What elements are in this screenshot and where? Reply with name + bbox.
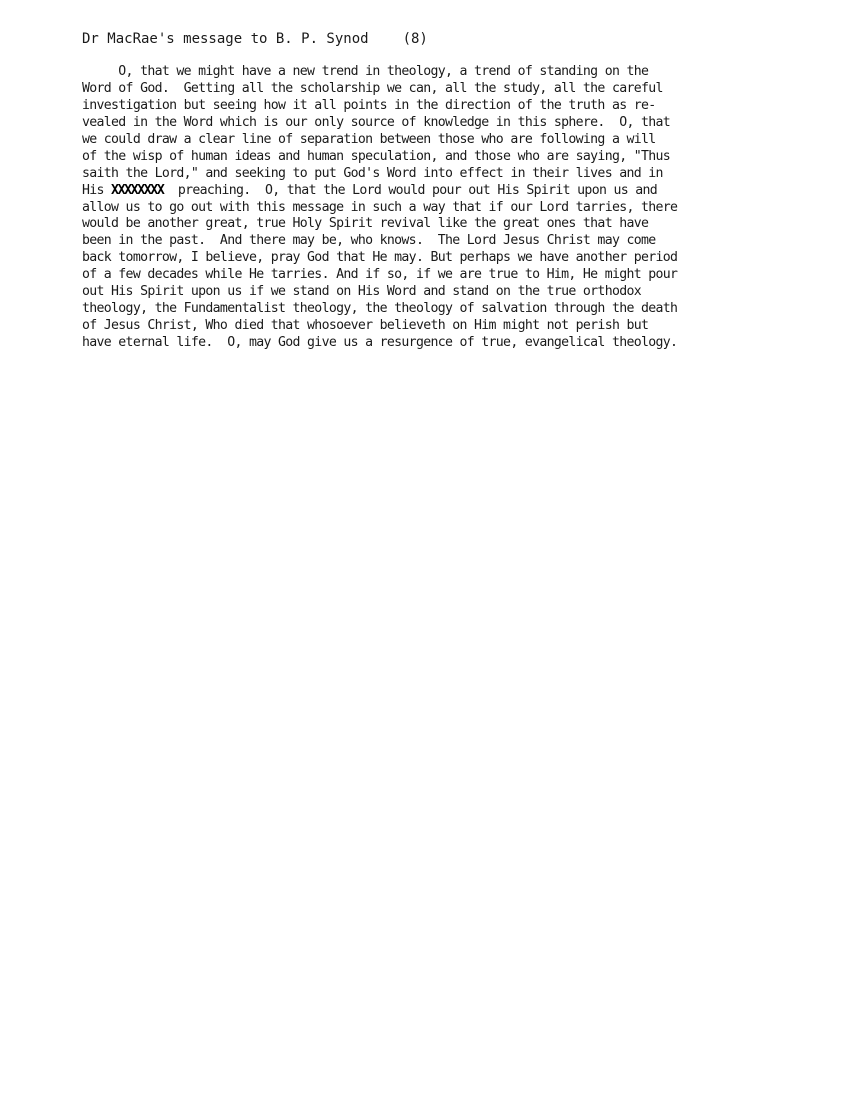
- page-header: [82, 31, 428, 47]
- page-number: (8): [402, 31, 428, 47]
- text-line: vealed in the Word which is our only source of knowledge in this sphere. O, that: [82, 114, 671, 130]
- text-line: would be another great, true Holy Spirit revival like the great ones that have: [82, 216, 649, 232]
- struck-out-typing: XXXXXXXX: [111, 182, 164, 198]
- text-line: of Jesus Christ, Who died that whosoever believeth on Him might not perish but: [82, 318, 649, 334]
- text-line: back tomorrow, I believe, pray God that He may. But perhaps we have another period: [82, 250, 678, 266]
- document-title: Dr MacRae's message to B. P. Synod: [82, 31, 369, 47]
- text-segment: preaching. O, that the Lord would pour out His Spirit upon us and: [163, 182, 658, 198]
- text-line: saith the Lord," and seeking to put God's Word into effect in their lives and in: [82, 165, 663, 181]
- text-line: have eternal life. O, may God give us a resurgence of true, evangelical theology.: [82, 335, 678, 350]
- text-line: [82, 183, 782, 200]
- text-line: been in the past. And there may be, who knows. The Lord Jesus Christ may come: [82, 233, 656, 249]
- text-line: allow us to go out with this message in such a way that if our Lord tarries, there: [82, 199, 678, 215]
- text-line: we could draw a clear line of separation between those who are following a will: [82, 131, 656, 147]
- text-segment: His: [82, 182, 112, 198]
- text-line: out His Spirit upon us if we stand on His Word and stand on the true orthodox: [82, 284, 641, 300]
- text-line: of the wisp of human ideas and human speculation, and those who are saying, "Thus: [82, 148, 671, 164]
- body-paragraph: [82, 64, 782, 352]
- text-line: O, that we might have a new trend in theology, a trend of standing on the: [82, 64, 649, 79]
- text-line: theology, the Fundamentalist theology, the theology of salvation through the death: [82, 301, 678, 317]
- text-line: investigation but seeing how it all points in the direction of the truth as re-: [82, 97, 656, 113]
- text-line: of a few decades while He tarries. And if so, if we are true to Him, He might pour: [82, 267, 678, 283]
- text-line: Word of God. Getting all the scholarship we can, all the study, all the careful: [82, 80, 663, 96]
